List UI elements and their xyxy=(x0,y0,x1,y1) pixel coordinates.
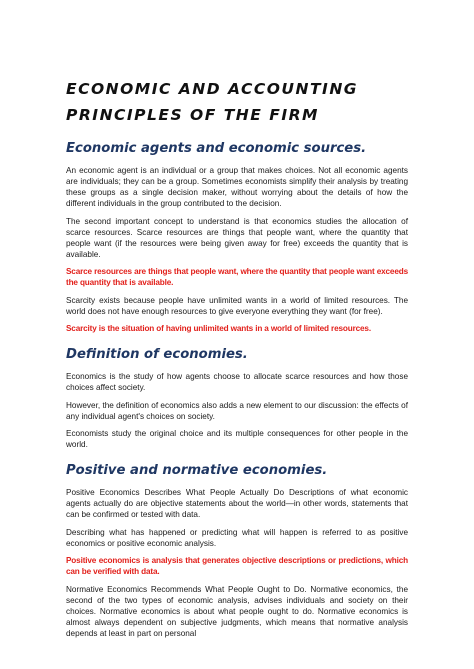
paragraph: An economic agent is an individual or a group that makes choices. Not all economic agents are individuals; they can be a group. Sometimes economists simplify their analysis by treating these groups as a single decision maker, without worrying about the details of how the different individuals in the group contributed to the decision. xyxy=(66,166,408,208)
paragraph: Scarcity exists because people have unlimited wants in a world of limited resources. The world does not have enough resources to give everyone everything they want (for free). xyxy=(66,295,408,316)
paragraph: Normative Economics Recommends What People Ought to Do. Normative economics, the second of the two types of economic analysis, advises individuals and society on their choices. Normative economics is about what people ought to do. Normative economics is almost always dependent on subjective judgments, which means that normative analysis depends at least in part on personal xyxy=(66,584,408,638)
section-heading: Definition of economies. xyxy=(66,347,248,362)
highlighted-definition: Scarce resources are things that people want, where the quantity that people want exceeds the quantity that is available. xyxy=(66,267,408,287)
paragraph: Positive Economics Describes What People Actually Do Descriptions of what economic agents actually do are objective statements about the world—in other words, statements that can be confirmed or tested with data. xyxy=(66,488,408,519)
section-heading: Economic agents and economic sources. xyxy=(66,141,367,156)
paragraph: The second important concept to understand is that economics studies the allocation of scarce resources. Scarce resources are things that people want, where the quantity that people want (if the resources were being given away for free) exceeds the quantity that is available. xyxy=(66,216,408,259)
paragraph: Economics is the study of how agents choose to allocate scarce resources and how those choices affect society. xyxy=(66,372,408,392)
paragraph: Describing what has happened or predicting what will happen is referred to as positive economics or positive economic analysis. xyxy=(66,527,408,548)
paragraph: Economists study the original choice and its multiple consequences for other people in the world. xyxy=(66,429,408,449)
highlighted-definition: Positive economics is analysis that generates objective descriptions or predictions, which can be verified with data. xyxy=(66,556,408,576)
highlighted-definition: Scarcity is the situation of having unlimited wants in a world of limited resources. xyxy=(66,324,371,333)
section-definition-of-economics xyxy=(66,347,408,450)
section-positive-normative xyxy=(66,463,408,639)
section-heading: Positive and normative economies. xyxy=(66,463,328,478)
paragraph: However, the definition of economics also adds a new element to our discussion: the effects of any individual agent's choices on society. xyxy=(66,400,408,421)
document-title: ECONOMIC AND ACCOUNTING PRINCIPLES OF THE FIRM xyxy=(66,80,359,124)
section-economic-agents xyxy=(66,141,408,334)
